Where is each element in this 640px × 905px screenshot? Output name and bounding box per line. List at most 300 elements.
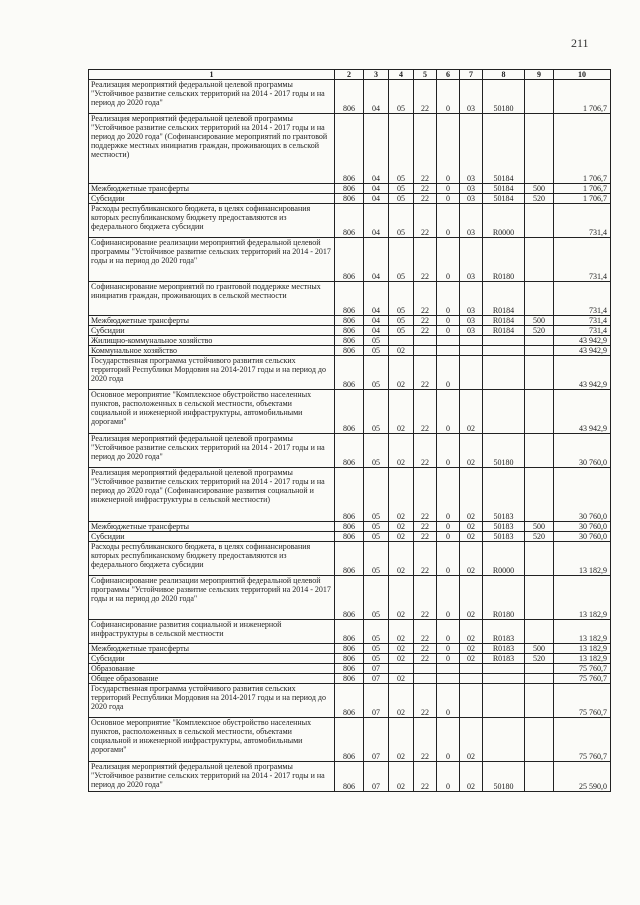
row-name-text: Государственная программа устойчивого развития сельских территорий Республики Мордовия на 2014-2017 годы и на период до 2020 года [91,684,326,711]
row-name-cell [89,390,335,434]
row-program-cell: 22 [414,282,437,316]
row-subsection-cell: 02 [389,576,414,620]
row-amount-cell: 1 706,7 [554,80,611,114]
table-row [89,390,611,434]
row-expense-type-cell: 500 [525,184,554,194]
row-event-cell: 03 [460,194,483,204]
row-program-cell: 22 [414,80,437,114]
row-subsection-cell: 05 [389,204,414,238]
row-subprogram-cell [437,336,460,346]
row-program-cell: 22 [414,620,437,644]
table-row [89,194,611,204]
row-name-text: Жилищно-коммунальное хозяйство [91,336,213,345]
row-code-cell: 806 [335,576,364,620]
row-amount-cell: 731,4 [554,204,611,238]
row-event-cell: 02 [460,542,483,576]
row-name-cell [89,114,335,184]
row-subsection-cell: 05 [389,114,414,184]
row-program-cell: 22 [414,762,437,792]
row-section-cell: 07 [364,674,389,684]
row-expense-type-cell [525,80,554,114]
table-row [89,576,611,620]
row-amount-cell: 731,4 [554,316,611,326]
row-subprogram-cell [437,346,460,356]
row-amount-cell: 731,4 [554,238,611,282]
row-event-cell: 03 [460,282,483,316]
table-row [89,80,611,114]
row-amount-cell: 13 182,9 [554,576,611,620]
header-section: 3 [364,70,389,80]
table-row [89,326,611,336]
row-expense-type-cell [525,282,554,316]
row-expense-type-cell [525,684,554,718]
row-subprogram-cell: 0 [437,80,460,114]
row-amount-cell: 43 942,9 [554,346,611,356]
row-name-cell [89,326,335,336]
row-code-cell: 806 [335,542,364,576]
row-program-cell: 22 [414,576,437,620]
table-body [89,80,611,792]
row-name-text: Расходы республиканского бюджета, в целях софинансирования которых республиканскому бюджету предоставляются из федерального бюджета субсидии [91,542,311,569]
row-name-text: Софинансирование реализации мероприятий федеральной целевой программы "Устойчивое развитие сельских территорий на 2014 - 2017 годы и на период до 2020 года" [91,238,331,265]
row-name-cell [89,468,335,522]
page-number: 211 [571,36,589,50]
row-code-cell: 806 [335,434,364,468]
row-program-cell: 22 [414,390,437,434]
row-subsection-cell: 02 [389,684,414,718]
row-event-cell: 02 [460,654,483,664]
row-target-cell: 50180 [483,80,525,114]
row-section-cell: 07 [364,762,389,792]
header-program: 5 [414,70,437,80]
row-subprogram-cell: 0 [437,620,460,644]
row-amount-cell: 25 590,0 [554,762,611,792]
table-row [89,644,611,654]
row-program-cell: 22 [414,326,437,336]
row-program-cell: 22 [414,194,437,204]
row-name-text: Государственная программа устойчивого развития сельских территорий Республики Мордовия на 2014-2017 годы и на период до 2020 года [91,356,326,383]
row-section-cell: 07 [364,718,389,762]
row-target-cell: 50184 [483,184,525,194]
row-event-cell: 02 [460,468,483,522]
row-name-cell [89,542,335,576]
table-row [89,522,611,532]
table-row [89,684,611,718]
row-subprogram-cell: 0 [437,326,460,336]
table-row [89,674,611,684]
row-code-cell: 806 [335,238,364,282]
row-expense-type-cell: 520 [525,194,554,204]
row-expense-type-cell [525,762,554,792]
row-amount-cell: 1 706,7 [554,114,611,184]
row-target-cell: R0183 [483,654,525,664]
row-subsection-cell: 02 [389,356,414,390]
row-program-cell: 22 [414,542,437,576]
row-program-cell: 22 [414,684,437,718]
table-row [89,238,611,282]
row-section-cell: 05 [364,522,389,532]
row-subsection-cell: 02 [389,468,414,522]
row-amount-cell: 731,4 [554,282,611,316]
row-subsection-cell: 02 [389,346,414,356]
row-program-cell [414,336,437,346]
header-amount: 10 [554,70,611,80]
row-target-cell: R0184 [483,282,525,316]
row-name-cell [89,434,335,468]
row-subprogram-cell: 0 [437,194,460,204]
row-event-cell [460,346,483,356]
row-amount-cell: 13 182,9 [554,620,611,644]
row-section-cell: 05 [364,346,389,356]
row-event-cell: 02 [460,532,483,542]
row-target-cell: R0183 [483,620,525,644]
row-name-cell [89,674,335,684]
row-program-cell: 22 [414,356,437,390]
row-name-cell [89,762,335,792]
row-subsection-cell: 05 [389,80,414,114]
row-event-cell: 02 [460,644,483,654]
row-section-cell: 05 [364,336,389,346]
row-expense-type-cell: 500 [525,522,554,532]
row-code-cell: 806 [335,654,364,664]
row-subprogram-cell: 0 [437,282,460,316]
row-subsection-cell: 02 [389,644,414,654]
row-subsection-cell: 05 [389,282,414,316]
row-expense-type-cell [525,620,554,644]
row-event-cell: 03 [460,326,483,336]
row-event-cell: 03 [460,184,483,194]
row-section-cell: 05 [364,390,389,434]
row-section-cell: 07 [364,684,389,718]
row-subprogram-cell: 0 [437,522,460,532]
row-code-cell: 806 [335,664,364,674]
row-name-cell [89,664,335,674]
row-expense-type-cell [525,664,554,674]
row-event-cell: 03 [460,80,483,114]
row-expense-type-cell: 520 [525,532,554,542]
row-subsection-cell: 02 [389,390,414,434]
row-amount-cell: 43 942,9 [554,356,611,390]
row-expense-type-cell: 520 [525,326,554,336]
row-section-cell: 05 [364,654,389,664]
row-subprogram-cell: 0 [437,468,460,522]
row-subprogram-cell: 0 [437,542,460,576]
row-target-cell [483,674,525,684]
table-row [89,762,611,792]
row-program-cell: 22 [414,522,437,532]
row-expense-type-cell [525,718,554,762]
row-code-cell: 806 [335,356,364,390]
row-subsection-cell: 02 [389,762,414,792]
row-event-cell: 03 [460,204,483,238]
row-amount-cell: 75 760,7 [554,684,611,718]
row-name-cell [89,346,335,356]
row-name-text: Реализация мероприятий федеральной целевой программы "Устойчивое развитие сельских территорий на 2014 - 2017 годы и на период до 2020 года" [91,80,325,107]
row-subsection-cell: 05 [389,194,414,204]
row-target-cell: 50184 [483,114,525,184]
row-target-cell: 50180 [483,762,525,792]
row-event-cell [460,674,483,684]
table-row [89,664,611,674]
row-section-cell: 04 [364,326,389,336]
row-subsection-cell: 02 [389,542,414,576]
table-row [89,542,611,576]
row-name-text: Реализация мероприятий федеральной целевой программы "Устойчивое развитие сельских территорий на 2014 - 2017 годы и на период до 2020 года" [91,762,325,789]
header-target: 8 [483,70,525,80]
row-section-cell: 04 [364,238,389,282]
row-name-cell [89,282,335,316]
row-amount-cell: 30 760,0 [554,468,611,522]
table-row [89,356,611,390]
row-code-cell: 806 [335,718,364,762]
row-name-text: Субсидии [91,654,125,663]
row-subprogram-cell: 0 [437,204,460,238]
row-program-cell: 22 [414,644,437,654]
row-expense-type-cell [525,356,554,390]
row-subprogram-cell: 0 [437,654,460,664]
row-target-cell: R0000 [483,204,525,238]
row-subsection-cell [389,664,414,674]
row-program-cell: 22 [414,238,437,282]
table-row [89,654,611,664]
table-row [89,532,611,542]
row-program-cell [414,664,437,674]
row-name-cell [89,336,335,346]
row-target-cell: R0180 [483,238,525,282]
row-name-text: Расходы республиканского бюджета, в целях софинансирования которых республиканскому бюджету предоставляются из федерального бюджета субсидии [91,204,311,231]
row-name-text: Коммунальное хозяйство [91,346,177,355]
row-program-cell: 22 [414,654,437,664]
row-code-cell: 806 [335,336,364,346]
row-name-text: Основное мероприятие "Комплексное обустройство населенных пунктов, расположенных в сельской местности, объектами социальной и инженерной инфраструктуры, автомобильными дорогами" [91,390,312,426]
row-code-cell: 806 [335,684,364,718]
row-subsection-cell: 02 [389,434,414,468]
row-subprogram-cell: 0 [437,576,460,620]
row-code-cell: 806 [335,80,364,114]
row-program-cell: 22 [414,316,437,326]
row-target-cell: 50184 [483,194,525,204]
row-subsection-cell: 02 [389,522,414,532]
row-program-cell [414,674,437,684]
row-code-cell: 806 [335,282,364,316]
row-program-cell: 22 [414,114,437,184]
header-name: 1 [89,70,335,80]
row-name-text: Субсидии [91,532,125,541]
row-expense-type-cell [525,390,554,434]
row-target-cell [483,346,525,356]
row-code-cell: 806 [335,346,364,356]
row-name-text: Софинансирование реализации мероприятий федеральной целевой программы "Устойчивое развитие сельских территорий на 2014 - 2017 годы и на период до 2020 года" [91,576,331,603]
row-code-cell: 806 [335,194,364,204]
row-event-cell: 02 [460,718,483,762]
row-section-cell: 05 [364,434,389,468]
row-subsection-cell: 02 [389,654,414,664]
row-code-cell: 806 [335,620,364,644]
row-amount-cell: 75 760,7 [554,718,611,762]
row-expense-type-cell [525,346,554,356]
row-target-cell: 50183 [483,522,525,532]
row-amount-cell: 30 760,0 [554,522,611,532]
table-row [89,204,611,238]
row-expense-type-cell [525,434,554,468]
row-amount-cell: 731,4 [554,326,611,336]
row-code-cell: 806 [335,326,364,336]
row-name-text: Межбюджетные трансферты [91,316,189,325]
row-amount-cell: 13 182,9 [554,654,611,664]
row-amount-cell: 75 760,7 [554,674,611,684]
row-subsection-cell: 05 [389,238,414,282]
row-subsection-cell: 02 [389,532,414,542]
row-code-cell: 806 [335,762,364,792]
row-name-cell [89,532,335,542]
header-subsection: 4 [389,70,414,80]
row-section-cell: 07 [364,664,389,674]
row-subprogram-cell [437,674,460,684]
table-row [89,346,611,356]
row-subsection-cell: 05 [389,316,414,326]
row-expense-type-cell [525,114,554,184]
row-section-cell: 04 [364,114,389,184]
row-event-cell: 02 [460,762,483,792]
row-subprogram-cell: 0 [437,184,460,194]
row-subsection-cell: 02 [389,718,414,762]
row-name-cell [89,316,335,326]
row-target-cell: R0184 [483,326,525,336]
row-program-cell: 22 [414,434,437,468]
row-name-cell [89,576,335,620]
row-amount-cell: 43 942,9 [554,336,611,346]
row-section-cell: 05 [364,532,389,542]
row-expense-type-cell [525,674,554,684]
row-amount-cell: 1 706,7 [554,184,611,194]
row-event-cell [460,356,483,390]
row-section-cell: 05 [364,542,389,576]
row-event-cell: 02 [460,620,483,644]
row-code-cell: 806 [335,316,364,326]
header-subprogram: 6 [437,70,460,80]
row-code-cell: 806 [335,114,364,184]
row-subprogram-cell: 0 [437,644,460,654]
table-row [89,336,611,346]
row-program-cell: 22 [414,532,437,542]
row-expense-type-cell: 520 [525,654,554,664]
row-code-cell: 806 [335,644,364,654]
row-name-cell [89,718,335,762]
row-section-cell: 04 [364,204,389,238]
row-name-text: Субсидии [91,326,125,335]
row-name-text: Образование [91,664,135,673]
table-row [89,468,611,522]
row-subsection-cell: 02 [389,674,414,684]
row-event-cell: 03 [460,114,483,184]
row-subsection-cell: 02 [389,620,414,644]
row-code-cell: 806 [335,532,364,542]
row-target-cell: 50183 [483,532,525,542]
header-code: 2 [335,70,364,80]
row-target-cell: R0184 [483,316,525,326]
row-subsection-cell [389,336,414,346]
row-event-cell: 03 [460,316,483,326]
row-amount-cell: 13 182,9 [554,542,611,576]
row-event-cell [460,664,483,674]
row-subprogram-cell: 0 [437,390,460,434]
row-subprogram-cell: 0 [437,532,460,542]
row-name-cell [89,238,335,282]
row-name-cell [89,356,335,390]
row-expense-type-cell [525,238,554,282]
row-expense-type-cell [525,576,554,620]
row-name-cell [89,522,335,532]
row-event-cell: 02 [460,576,483,620]
row-expense-type-cell [525,204,554,238]
row-expense-type-cell [525,542,554,576]
row-amount-cell: 30 760,0 [554,434,611,468]
row-expense-type-cell [525,468,554,522]
row-subprogram-cell: 0 [437,114,460,184]
row-section-cell: 05 [364,644,389,654]
row-section-cell: 04 [364,316,389,326]
row-name-cell [89,684,335,718]
row-name-text: Межбюджетные трансферты [91,522,189,531]
row-name-cell [89,194,335,204]
budget-table [88,69,611,792]
row-name-text: Межбюджетные трансферты [91,184,189,193]
row-code-cell: 806 [335,468,364,522]
row-program-cell: 22 [414,718,437,762]
row-name-text: Софинансирование развития социальной и инженерной инфраструктуры в сельской местности [91,620,282,638]
row-section-cell: 05 [364,576,389,620]
row-target-cell [483,336,525,346]
row-subsection-cell: 05 [389,326,414,336]
row-expense-type-cell: 500 [525,316,554,326]
header-event: 7 [460,70,483,80]
row-code-cell: 806 [335,522,364,532]
table-row [89,718,611,762]
row-program-cell [414,346,437,356]
row-program-cell: 22 [414,184,437,194]
row-expense-type-cell [525,336,554,346]
row-section-cell: 05 [364,356,389,390]
table-header-row [89,70,611,80]
row-name-cell [89,80,335,114]
row-name-text: Софинансирование мероприятий по грантовой поддержке местных инициатив граждан, проживающих в сельской местности [91,282,321,300]
row-section-cell: 04 [364,194,389,204]
row-name-cell [89,204,335,238]
row-amount-cell: 75 760,7 [554,664,611,674]
row-amount-cell: 13 182,9 [554,644,611,654]
row-section-cell: 05 [364,468,389,522]
row-section-cell: 04 [364,80,389,114]
row-name-cell [89,644,335,654]
header-expense-type: 9 [525,70,554,80]
row-name-text: Межбюджетные трансферты [91,644,189,653]
row-event-cell: 02 [460,434,483,468]
row-subprogram-cell: 0 [437,434,460,468]
row-section-cell: 04 [364,282,389,316]
row-event-cell: 02 [460,522,483,532]
row-subprogram-cell [437,664,460,674]
row-subprogram-cell: 0 [437,718,460,762]
row-name-text: Реализация мероприятий федеральной целевой программы "Устойчивое развитие сельских территорий на 2014 - 2017 годы и на период до 2020 года" (Софинансирование мероприятий по грантовой поддержке местных инициатив граждан, проживающих в сельской местности) [91,114,328,159]
row-subprogram-cell: 0 [437,238,460,282]
row-name-text: Субсидии [91,194,125,203]
row-amount-cell: 43 942,9 [554,390,611,434]
row-target-cell: 50180 [483,434,525,468]
table-row [89,184,611,194]
row-expense-type-cell: 500 [525,644,554,654]
table-row [89,620,611,644]
row-code-cell: 806 [335,204,364,238]
